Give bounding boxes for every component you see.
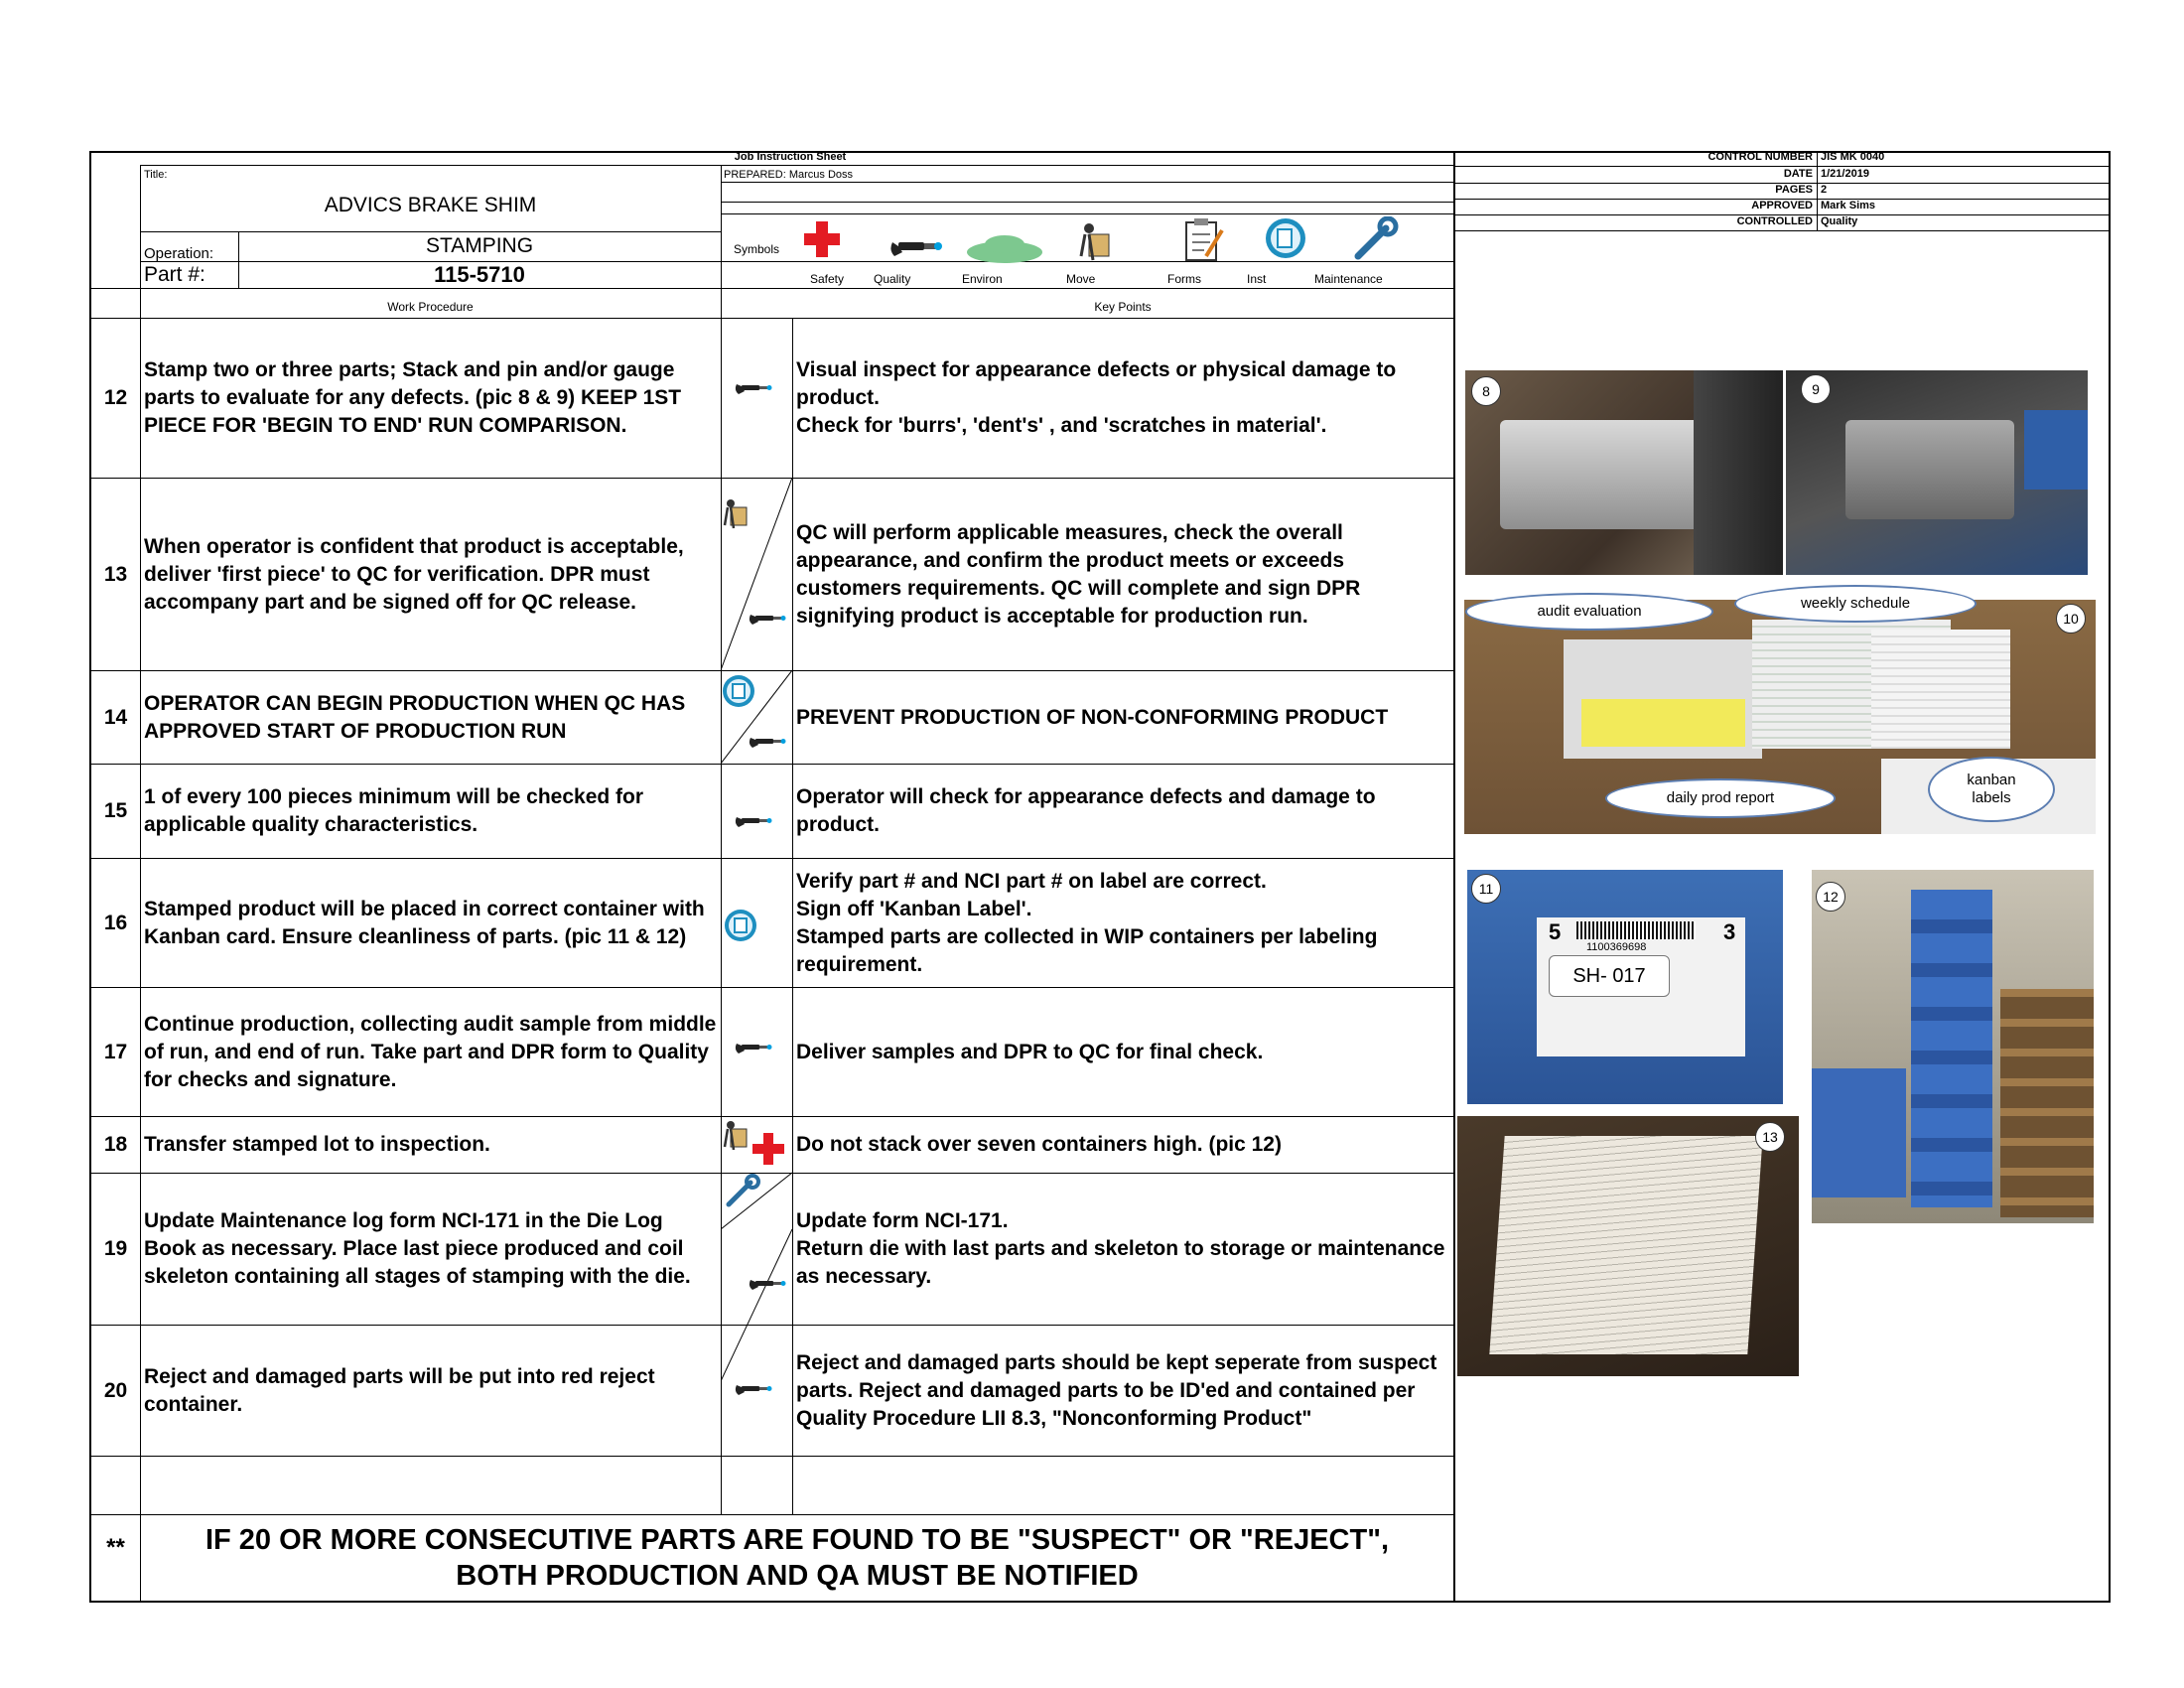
title-value: ADVICS BRAKE SHIM [324, 194, 537, 216]
work-procedure: Update Maintenance log form NCI-171 in the Die Log Book as necessary. Place last piece produced and coil skeleton containing all stages of stamping with the die. [144, 1209, 691, 1288]
glove [1694, 370, 1783, 575]
legend-quality: Quality [874, 272, 911, 286]
move-icon [1081, 223, 1109, 260]
step-number: 14 [103, 705, 128, 729]
sheet-title: Job Instruction Sheet [734, 151, 847, 163]
operation-label: Operation: [144, 245, 214, 262]
prepared-by: Marcus Doss [788, 169, 854, 181]
inst-icon [1266, 218, 1305, 258]
quality-icon [736, 1385, 772, 1395]
yellow-sheet [1581, 699, 1745, 747]
legend-environ: Environ [962, 272, 1003, 286]
date-value: 1/21/2019 [1821, 168, 1869, 180]
log-pages [1489, 1136, 1762, 1354]
work-procedure: Stamped product will be placed in correct container with Kanban card. Ensure cleanliness of parts. (pic 11 & 12) [144, 897, 705, 948]
key-points: Deliver samples and DPR to QC for final check. [796, 1040, 1264, 1063]
safety-icon [752, 1133, 784, 1165]
card-left-number: 5 [1549, 919, 1562, 944]
barcode-number: 1100369698 [1586, 941, 1647, 953]
key-points: Visual inspect for appearance defects or physical damage to product. Check for 'burrs', 'dent's' , and 'scratches in material'. [796, 358, 1397, 437]
legend-forms: Forms [1167, 272, 1201, 286]
work-procedure: OPERATOR CAN BEGIN PRODUCTION WHEN QC HAS APPROVED START OF PRODUCTION RUN [144, 691, 686, 743]
quality-icon [736, 817, 772, 827]
controlled-label: CONTROLLED [1736, 215, 1813, 227]
photo-12-bin-stack [1812, 870, 2094, 1223]
part-label: Part #: [144, 263, 205, 286]
quality-icon [736, 384, 772, 394]
step-number: 15 [103, 799, 128, 822]
quality-icon [736, 1044, 772, 1054]
photo-badge: 12 [1816, 882, 1845, 912]
maintenance-icon [1358, 218, 1396, 256]
quality-icon [890, 242, 942, 256]
key-points: Reject and damaged parts should be kept seperate from suspect parts. Reject and damaged parts to be ID'ed and contained per Quality Procedure LII 8.3, "Nonconforming Product" [796, 1350, 1437, 1430]
photo-9-pin-gauge [1786, 370, 2088, 575]
photo-badge: 8 [1471, 376, 1501, 406]
photo-11-kanban-card [1467, 870, 1783, 1104]
photo-badge: 9 [1801, 374, 1831, 404]
footer-line-2: BOTH PRODUCTION AND QA MUST BE NOTIFIED [456, 1560, 1139, 1592]
quality-icon [750, 615, 786, 625]
callout-kanban-labels: kanban labels [1928, 757, 2055, 822]
barcode [1576, 921, 1696, 939]
key-points: Do not stack over seven containers high. (pic 12) [796, 1133, 1282, 1156]
stacked-containers [1911, 890, 1992, 1207]
title-label: Title: [144, 169, 168, 181]
key-points: QC will perform applicable measures, check the overall appearance, and confirm the product meets or exceeds customers requirements. QC will complete and sign DPR signifying product is acceptable for production run. [796, 520, 1361, 628]
work-procedure: Transfer stamped lot to inspection. [144, 1133, 490, 1156]
maintenance-icon [729, 1176, 758, 1204]
wood-rack [2000, 989, 2094, 1217]
move-icon [725, 499, 747, 528]
pages-value: 2 [1821, 184, 1828, 196]
callout-audit-evaluation: audit evaluation [1465, 593, 1713, 631]
key-points: Verify part # and NCI part # on label are correct. Sign off 'Kanban Label'. Stamped parts are collected in WIP containers per labeling requirement. [796, 869, 1378, 976]
step-number: 13 [103, 562, 128, 586]
safety-icon [804, 221, 840, 257]
forms-icon [1186, 218, 1222, 260]
operation-value: STAMPING [425, 234, 534, 257]
legend-move: Move [1066, 272, 1096, 286]
quality-icon [750, 738, 786, 748]
symbol-legend-icons [799, 216, 1444, 268]
step-number: 19 [103, 1237, 128, 1260]
work-procedure: Stamp two or three parts; Stack and pin and/or gauge parts to evaluate for any defects. (pic 8 & 9) KEEP 1ST PIECE FOR 'BEGIN TO END' RUN COMPARISON. [144, 358, 682, 437]
footer-line-1: IF 20 OR MORE CONSECUTIVE PARTS ARE FOUND TO BE "SUSPECT" OR "REJECT", [205, 1524, 1390, 1556]
inst-icon [725, 910, 756, 941]
controlled-value: Quality [1821, 215, 1858, 227]
symbols-label: Symbols [733, 242, 779, 256]
move-icon [725, 1121, 747, 1150]
key-points: PREVENT PRODUCTION OF NON-CONFORMING PRODUCT [796, 705, 1389, 729]
key-points: Operator will check for appearance defects and damage to product. [796, 785, 1376, 836]
control-number-value: JIS MK 0040 [1821, 151, 1885, 163]
blue-bins-left [1812, 1068, 1906, 1197]
work-procedure: 1 of every 100 pieces minimum will be checked for applicable quality characteristics. [144, 785, 644, 836]
pages-label: PAGES [1775, 184, 1813, 196]
blue-bin [2024, 410, 2088, 490]
photo-13-die-log-book [1457, 1116, 1799, 1376]
step-number: 17 [103, 1040, 128, 1063]
part-value: 115-5710 [434, 262, 525, 287]
approved-label: APPROVED [1751, 200, 1813, 211]
work-procedure: Continue production, collecting audit sample from middle of run, and end of run. Take part and DPR form to Quality for checks and signature. [144, 1012, 717, 1091]
work-procedure: Reject and damaged parts will be put into red reject container. [144, 1364, 655, 1416]
legend-inst: Inst [1247, 272, 1267, 286]
schedule-sheet [1871, 630, 2010, 749]
photo-8-shim-stack [1465, 370, 1783, 575]
legend-safety: Safety [810, 272, 845, 286]
legend-maintenance: Maintenance [1314, 272, 1383, 286]
key-points: Update form NCI-171. Return die with last parts and skeleton to storage or maintenance as necessary. [796, 1209, 1445, 1288]
card-right-number: 3 [1723, 919, 1736, 944]
date-label: DATE [1783, 168, 1813, 180]
footer-marker: ** [106, 1534, 125, 1561]
step-number: 20 [103, 1378, 128, 1402]
col-work-procedure: Work Procedure [387, 300, 474, 314]
col-key-points: Key Points [1094, 300, 1152, 314]
quality-icon [750, 1280, 786, 1290]
environ-icon [967, 235, 1042, 263]
step-number: 12 [103, 386, 128, 409]
inst-icon [723, 675, 754, 707]
prepared-row [724, 169, 853, 181]
callout-weekly-schedule: weekly schedule [1734, 585, 1977, 623]
step-number: 18 [103, 1133, 128, 1156]
label-tag: SH- 017 [1549, 955, 1670, 997]
footer-warning [141, 1515, 1453, 1601]
approved-value: Mark Sims [1821, 200, 1876, 211]
shim-part [1845, 420, 2014, 519]
photo-badge: 13 [1755, 1122, 1785, 1152]
callout-daily-prod-report: daily prod report [1605, 778, 1836, 818]
photo-badge: 10 [2056, 604, 2086, 633]
row-symbols [721, 319, 792, 1461]
photo-badge: 11 [1471, 874, 1501, 904]
control-number-label: CONTROL NUMBER [1707, 151, 1813, 163]
step-number: 16 [103, 911, 128, 934]
prepared-label: PREPARED: [724, 169, 786, 181]
work-procedure: When operator is confident that product is acceptable, deliver 'first piece' to QC for verification. DPR must accompany part and be signed off for QC release. [144, 534, 684, 614]
